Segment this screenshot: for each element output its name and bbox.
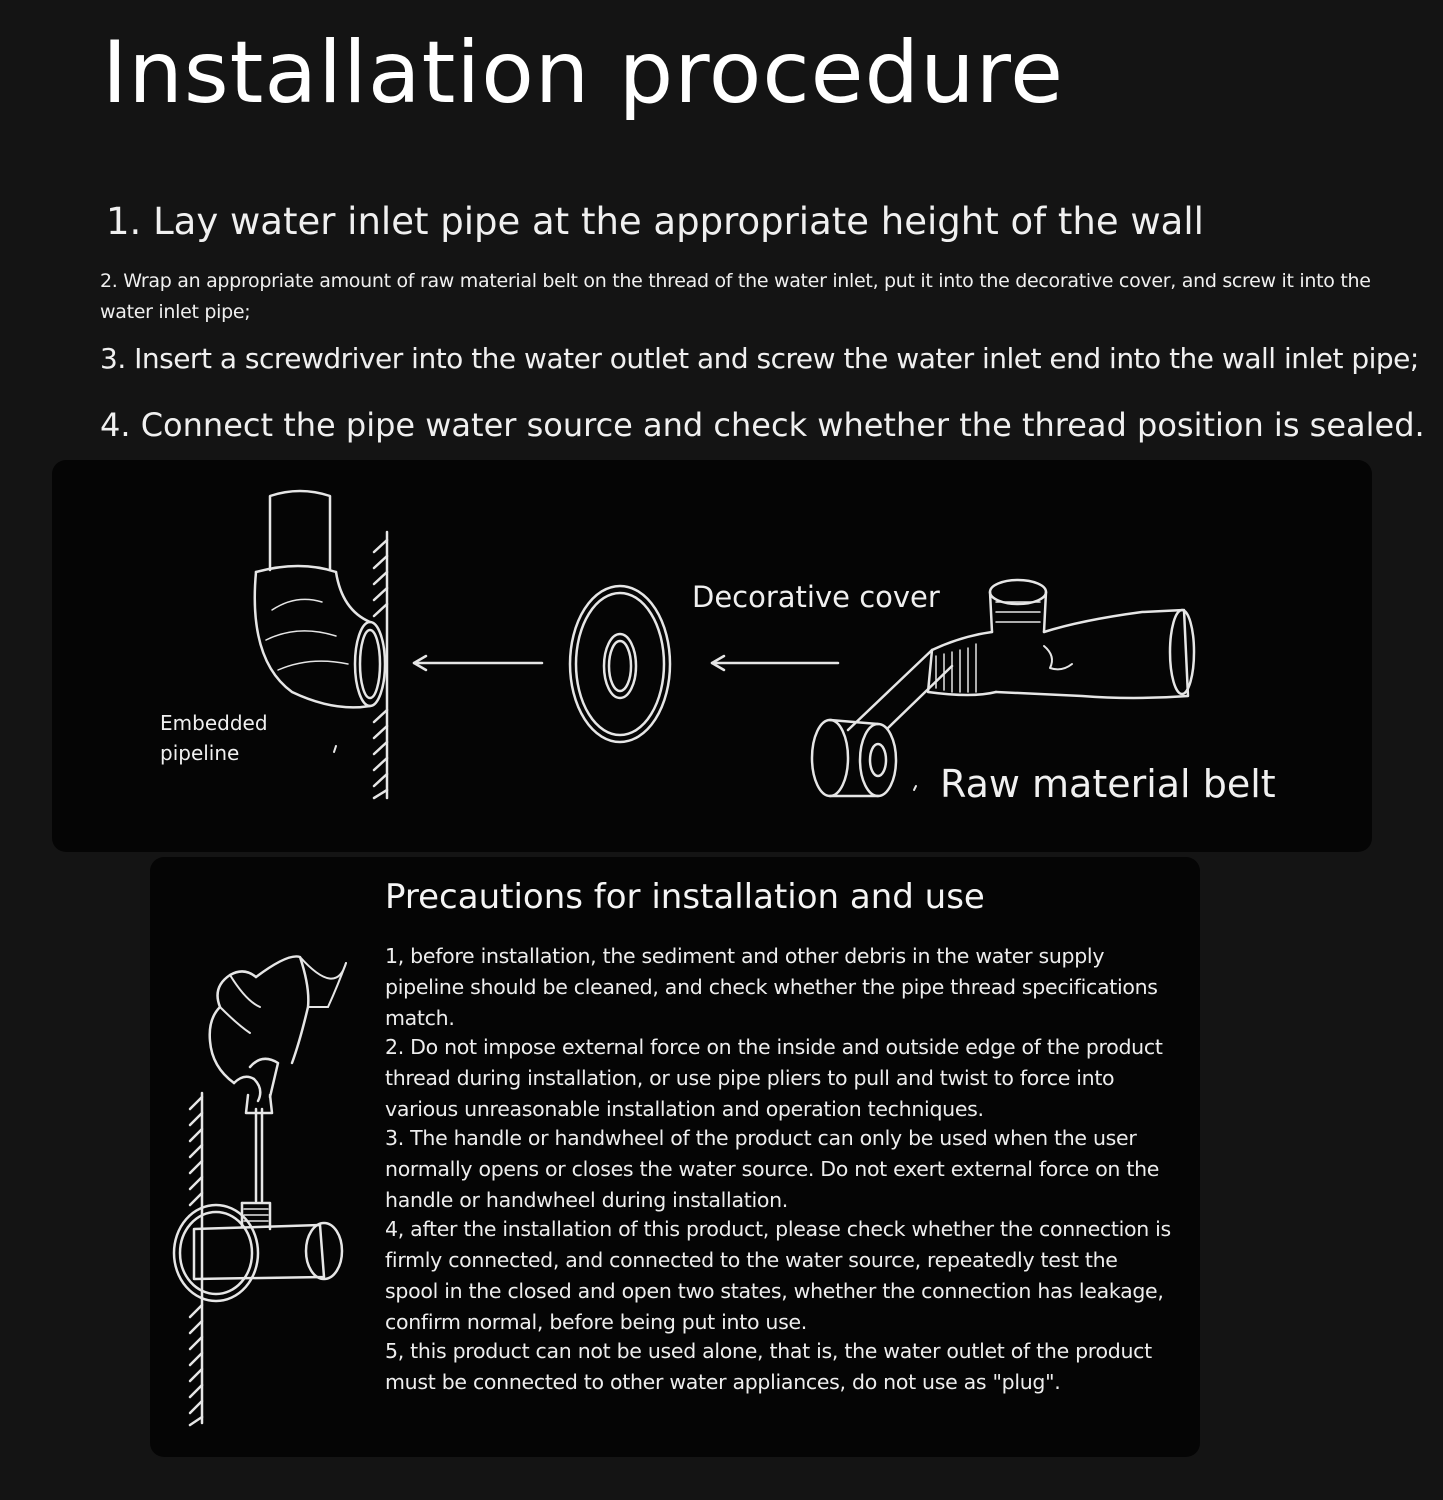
precautions-title: Precautions for installation and use bbox=[385, 877, 985, 917]
arrow-left-icon bbox=[414, 656, 542, 670]
decorative-cover-icon bbox=[570, 586, 670, 742]
installation-diagram bbox=[52, 460, 1372, 852]
step-2: 2. Wrap an appropriate amount of raw material belt on the thread of the water inlet, put it into the decorative cover, and screw it into the water inlet pipe; bbox=[100, 270, 1371, 323]
precaution-item-2: 2. Do not impose external force on the inside and outside edge of the product thread during installation, or use pipe pliers to pull and twist to force into various unreasonable installation and operation techniques. bbox=[385, 1035, 1163, 1121]
angle-valve-icon bbox=[174, 1203, 342, 1301]
precautions-list bbox=[385, 941, 1175, 1396]
page-title: Installation procedure bbox=[102, 23, 1064, 123]
hand-screwdriver-icon bbox=[210, 956, 346, 1201]
decorative-cover-label: Decorative cover bbox=[692, 580, 940, 614]
raw-material-belt-label: Raw material belt bbox=[940, 762, 1276, 806]
step-1: 1. Lay water inlet pipe at the appropriate height of the wall bbox=[106, 200, 1204, 243]
precaution-item-5: 5, this product can not be used alone, that is, the water outlet of the product must be connected to other water appliances, do not use as "plug". bbox=[385, 1339, 1152, 1394]
precautions-panel bbox=[150, 857, 1200, 1457]
precaution-item-1: 1, before installation, the sediment and other debris in the water supply pipeline should be cleaned, and check whether the pipe thread specifications match. bbox=[385, 944, 1158, 1030]
embedded-pipeline-label: Embedded pipeline bbox=[160, 711, 268, 765]
step-4: 4. Connect the pipe water source and check whether the thread position is sealed. bbox=[100, 406, 1425, 444]
arrow-left-icon bbox=[712, 656, 838, 670]
wall-hatch-icon bbox=[190, 1093, 202, 1425]
precaution-item-3: 3. The handle or handwheel of the product can only be used when the user normally opens or closes the water source. Do not exert external force on the handle or handwheel during installation. bbox=[385, 1126, 1160, 1212]
angle-valve-icon bbox=[928, 580, 1194, 698]
precaution-item-4: 4, after the installation of this product, please check whether the connection is firmly connected, and connected to the water source, repeatedly test the spool in the closed and open two states, whether the connection has leakage, confirm normal, before being put into use. bbox=[385, 1217, 1171, 1334]
step-3: 3. Insert a screwdriver into the water outlet and screw the water inlet end into the wall inlet pipe; bbox=[100, 342, 1419, 375]
